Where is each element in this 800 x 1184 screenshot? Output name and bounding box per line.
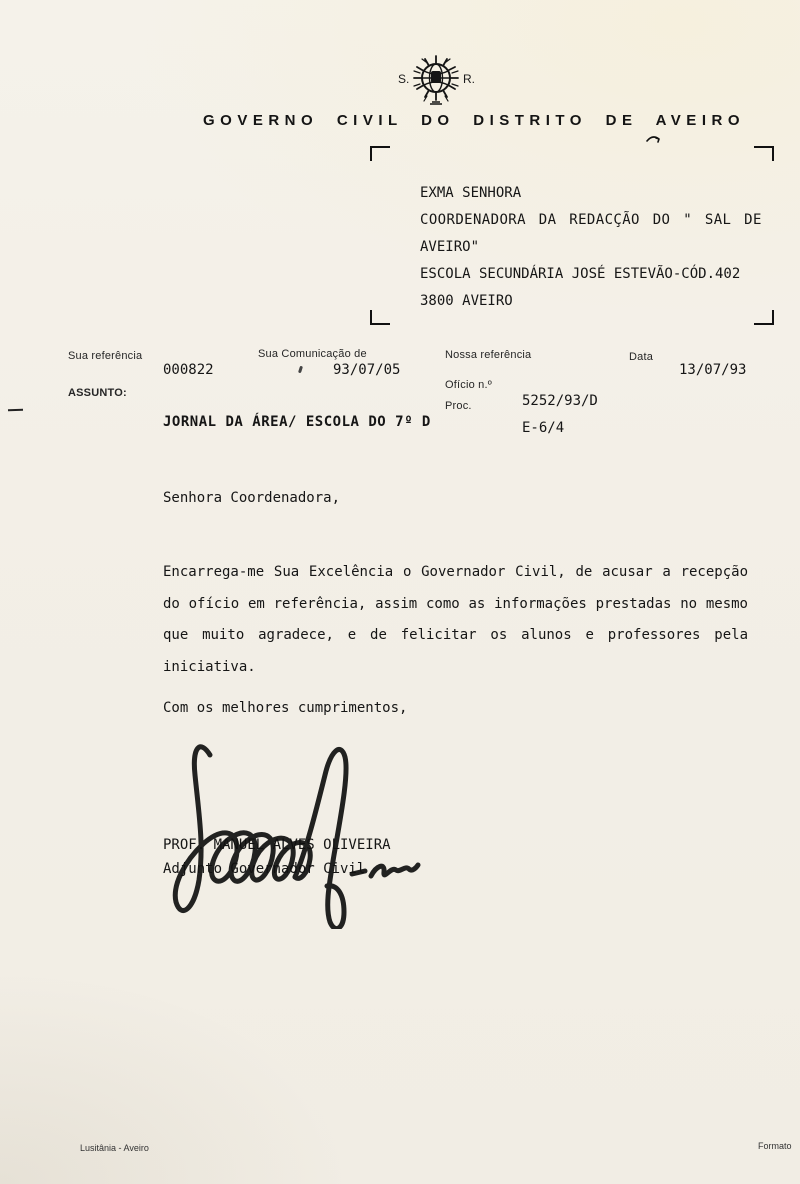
sua-referencia-label: Sua referência: [68, 350, 143, 362]
salutation: Senhora Coordenadora,: [163, 490, 341, 506]
oficio-num-label: Ofício n.º: [445, 379, 492, 391]
recipient-line: ESCOLA SECUNDÁRIA JOSÉ ESTEVÃO-CÓD.402: [420, 266, 741, 282]
recipient-line: 3800 AVEIRO: [420, 293, 513, 309]
recipient-line: COORDENADORA DA REDACÇÃO DO " SAL DE: [420, 212, 762, 228]
letterhead-initial-s: S.: [398, 72, 410, 86]
scan-tick-mark: [298, 366, 303, 374]
data-value: 13/07/93: [679, 362, 747, 378]
letterhead-title: GOVERNO CIVIL DO DISTRITO DE AVEIRO: [203, 112, 745, 129]
sua-comunicacao-label: Sua Comunicação de: [258, 348, 367, 360]
recipient-address-block: [420, 180, 767, 315]
format-imprint-right: Formato: [758, 1141, 792, 1151]
assunto-label: ASSUNTO:: [68, 387, 127, 399]
data-label: Data: [629, 351, 654, 363]
sua-referencia-value: 000822: [163, 362, 214, 378]
coat-of-arms-icon: [412, 55, 460, 112]
pen-tick-mark: [645, 130, 661, 148]
printer-imprint-left: Lusitânia - Aveiro: [80, 1143, 149, 1153]
closing-line: Com os melhores cumprimentos,: [163, 700, 408, 716]
address-window-bracket-top-left: [370, 146, 390, 161]
fold-mark: [8, 409, 23, 412]
recipient-line: AVEIRO": [420, 239, 480, 255]
body-paragraph: Encarrega-me Sua Excelência o Governador Civil, de acusar a recepção do ofício em referência, assim como as informações prestadas no mesmo que muito agradece, e de felicitar os alunos e professores pela iniciativa.: [163, 564, 748, 675]
assunto-value: JORNAL DA ÁREA/ ESCOLA DO 7º D: [163, 414, 431, 430]
proc-label: Proc.: [445, 400, 472, 412]
letterhead-initial-r: R.: [463, 72, 475, 86]
sua-comunicacao-value: 93/07/05: [333, 362, 401, 378]
proc-value-2: E-6/4: [522, 420, 565, 436]
handwritten-signature: [148, 733, 448, 934]
address-window-bracket-top-right: [754, 146, 774, 161]
proc-value: 5252/93/D: [522, 393, 598, 409]
recipient-line: EXMA SENHORA: [420, 185, 522, 201]
address-window-bracket-bottom-left: [370, 310, 390, 325]
nossa-referencia-label: Nossa referência: [445, 349, 532, 361]
signer-name: PROF. MANUEL ALVES OLIVEIRA: [163, 837, 391, 853]
signer-title: Adjunto Governador Civil: [163, 861, 366, 877]
